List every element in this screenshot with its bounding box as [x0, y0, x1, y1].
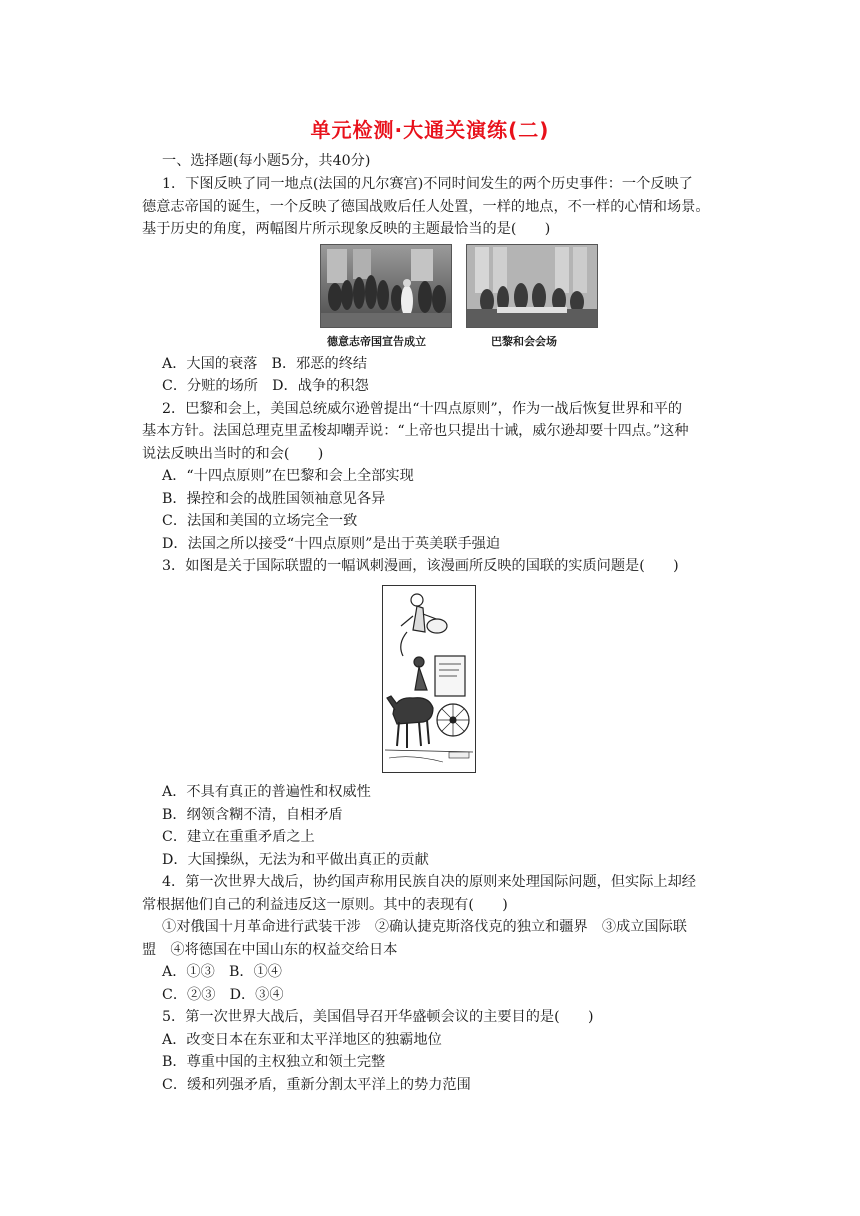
q5-line-1: 5．第一次世界大战后，美国倡导召开华盛顿会议的主要目的是( )	[162, 1009, 594, 1025]
q5-option-a: A．改变日本在东亚和太平洋地区的独霸地位	[162, 1032, 442, 1048]
q3-option-c: C．建立在重重矛盾之上	[162, 829, 315, 845]
q3-option-a: A．不具有真正的普遍性和权威性	[162, 784, 371, 800]
q2-line-2: 基本方针。法国总理克里孟梭却嘲弄说：“上帝也只提出十诫，威尔逊却要十四点。”这种	[142, 423, 689, 439]
q2-line-3: 说法反映出当时的和会( )	[142, 446, 324, 462]
photo-german-empire-proclamation	[320, 244, 452, 328]
q2-option-a: A．“十四点原则”在巴黎和会上全部实现	[162, 468, 414, 484]
q5-option-c: C．缓和列强矛盾，重新分割太平洋上的势力范围	[162, 1077, 471, 1093]
q4-options-row-2: C．②③ D．③④	[162, 987, 284, 1003]
q1-line-1: 1．下图反映了同一地点(法国的凡尔赛宫)不同时间发生的两个历史事件：一个反映了	[162, 176, 693, 192]
q1-line-3: 基于历史的角度，两幅图片所示现象反映的主题最恰当的是( )	[142, 221, 551, 237]
league-of-nations-cartoon	[382, 585, 476, 773]
q5-option-b: B．尊重中国的主权独立和领土完整	[162, 1054, 386, 1070]
q1-line-2: 德意志帝国的诞生，一个反映了德国战败后任人处置，一样的地点，不一样的心情和场景。	[142, 199, 710, 215]
section-heading: 一、选择题(每小题5分，共40分)	[162, 153, 371, 169]
q1-options-row-2: C．分赃的场所 D．战争的积怨	[162, 378, 369, 394]
q4-line-2: 常根据他们自己的利益违反这一原则。其中的表现有( )	[142, 897, 508, 913]
q4-items-line-1: ①对俄国十月革命进行武装干涉 ②确认捷克斯洛伐克的独立和疆界 ③成立国际联	[162, 919, 687, 935]
q4-line-1: 4．第一次世界大战后，协约国声称用民族自决的原则来处理国际问题，但实际上却经	[162, 874, 696, 890]
photo-caption-left: 德意志帝国宣告成立	[327, 335, 426, 348]
q2-option-d: D．法国之所以接受“十四点原则”是出于英美联手强迫	[162, 536, 501, 552]
q2-option-c: C．法国和美国的立场完全一致	[162, 513, 358, 529]
q3-option-d: D．大国操纵，无法为和平做出真正的贡献	[162, 852, 429, 868]
q2-line-1: 2．巴黎和会上，美国总统威尔逊曾提出“十四点原则”，作为一战后恢复世界和平的	[162, 401, 683, 417]
photo-paris-peace-conference	[466, 244, 598, 328]
photo-caption-right: 巴黎和会会场	[491, 335, 557, 348]
q4-items-line-2: 盟 ④将德国在中国山东的权益交给日本	[142, 942, 398, 958]
q3-line-1: 3．如图是关于国际联盟的一幅讽刺漫画，该漫画所反映的国联的实质问题是( )	[162, 558, 679, 574]
q1-options-row-1: A．大国的衰落 B．邪恶的终结	[162, 356, 368, 372]
page-title: 单元检测·大通关演练(二)	[310, 118, 550, 142]
q3-option-b: B．纲领含糊不清，自相矛盾	[162, 807, 343, 823]
q2-option-b: B．操控和会的战胜国领袖意见各异	[162, 491, 386, 507]
q4-options-row-1: A．①③ B．①④	[162, 964, 282, 980]
